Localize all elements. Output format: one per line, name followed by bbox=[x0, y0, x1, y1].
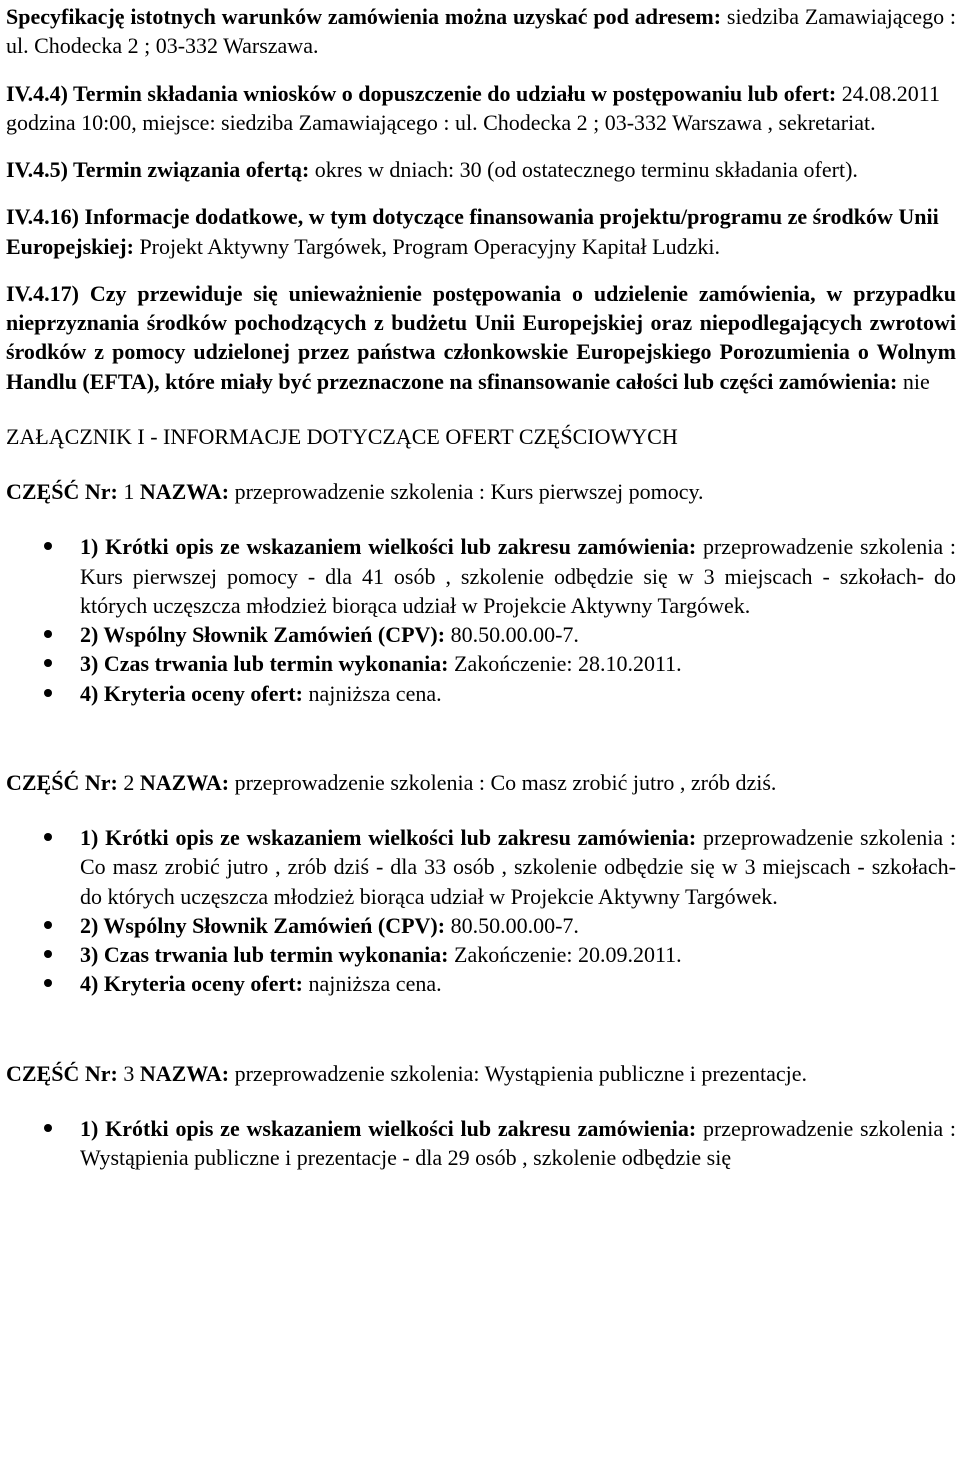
part-name-label: NAZWA: bbox=[139, 769, 230, 795]
list-item bbox=[80, 969, 956, 998]
item-value: Zakończenie: 20.09.2011. bbox=[454, 942, 682, 967]
bullet-icon bbox=[44, 833, 52, 841]
annex-title: ZAŁĄCZNIK I - INFORMACJE DOTYCZĄCE OFERT CZĘŚCIOWYCH bbox=[6, 423, 678, 449]
item-label: 2) Wspólny Słownik Zamówień (CPV): bbox=[80, 622, 446, 647]
part-nr-label: CZĘŚĆ Nr: bbox=[6, 479, 118, 504]
bullet-icon bbox=[44, 921, 52, 929]
intro-value: siedziba Zamawiającego : ul. Chodecka 2 ; 03-332 Warszawa. bbox=[6, 4, 957, 59]
section-iv-4-16 bbox=[6, 202, 956, 261]
item-label: 3) Czas trwania lub termin wykonania: bbox=[80, 651, 449, 677]
list-item bbox=[80, 679, 956, 708]
section-iv-4-17-value: nie bbox=[902, 368, 930, 394]
part-name: przeprowadzenie szkolenia: Wystąpienia publiczne i prezentacje. bbox=[234, 1060, 808, 1086]
item-label: 4) Kryteria oceny ofert: bbox=[80, 680, 303, 706]
list-item bbox=[80, 620, 956, 649]
item-value: najniższa cena. bbox=[308, 971, 442, 997]
bullet-icon bbox=[44, 630, 52, 638]
section-iv-4-5-value: okres w dniach: 30 (od ostatecznego terminu składania ofert). bbox=[314, 157, 858, 182]
item-label: 1) Krótki opis ze wskazaniem wielkości lub zakresu zamówienia: bbox=[80, 534, 697, 560]
part-nr: 2 bbox=[123, 769, 135, 795]
bullet-icon bbox=[44, 1124, 52, 1132]
list-item bbox=[80, 532, 956, 620]
part-1-heading bbox=[6, 477, 956, 506]
bullet-icon bbox=[44, 979, 52, 987]
intro-label: Specyfikację istotnych warunków zamówienia można uzyskać pod adresem: bbox=[6, 4, 722, 29]
list-item bbox=[80, 649, 956, 678]
section-iv-4-5-label: IV.4.5) Termin związania ofertą: bbox=[6, 157, 310, 182]
item-label: 1) Krótki opis ze wskazaniem wielkości lub zakresu zamówienia: bbox=[80, 1115, 697, 1141]
part-2-details bbox=[6, 823, 956, 999]
item-value: 80.50.00.00-7. bbox=[450, 912, 579, 938]
section-iv-4-4-label: IV.4.4) Termin składania wniosków o dopuszczenie do udziału w postępowaniu lub ofert: bbox=[6, 80, 837, 106]
part-name-label: NAZWA: bbox=[139, 479, 230, 504]
section-iv-4-5 bbox=[6, 155, 956, 184]
list-item bbox=[80, 911, 956, 940]
part-3-details bbox=[6, 1114, 956, 1173]
item-label: 1) Krótki opis ze wskazaniem wielkości lub zakresu zamówienia: bbox=[80, 825, 697, 850]
part-2-heading bbox=[6, 768, 956, 797]
item-label: 2) Wspólny Słownik Zamówień (CPV): bbox=[80, 912, 446, 938]
bullet-icon bbox=[44, 659, 52, 667]
part-nr: 3 bbox=[123, 1060, 135, 1086]
section-iv-4-17 bbox=[6, 279, 956, 396]
item-label: 3) Czas trwania lub termin wykonania: bbox=[80, 942, 449, 967]
item-value: najniższa cena. bbox=[308, 680, 442, 706]
section-iv-4-4-value: 24.08.2011 godzina 10:00, miejsce: siedziba Zamawiającego : ul. Chodecka 2 ; 03-332 Warszawa , sekretariat. bbox=[6, 80, 940, 135]
bullet-icon bbox=[44, 689, 52, 697]
part-nr: 1 bbox=[123, 479, 135, 504]
item-value: przeprowadzenie szkolenia : Co masz zrobić jutro , zrób dziś - dla 33 osób , szkolenie odbędzie się w 3 miejscach - szkołach- do których uczęszcza młodzież biorąca udział w Projekcie Aktywny Targówek. bbox=[80, 825, 956, 909]
list-item bbox=[80, 823, 956, 911]
list-item bbox=[80, 1114, 956, 1173]
item-value: 80.50.00.00-7. bbox=[450, 622, 579, 647]
part-name-label: NAZWA: bbox=[139, 1060, 230, 1086]
part-name: przeprowadzenie szkolenia : Co masz zrobić jutro , zrób dziś. bbox=[234, 769, 777, 795]
part-3-heading bbox=[6, 1059, 956, 1088]
bullet-icon bbox=[44, 542, 52, 550]
section-iv-4-17-label: IV.4.17) Czy przewiduje się unieważnienie postępowania o udzielenie zamówienia, w przypadku nieprzyznania środków pochodzących z budżetu Unii Europejskiej oraz niepodlegających zwrotowi środków z pomocy udzielonej przez państwa członkowskie Europejskiego Porozumienia o Wolnym Handlu (EFTA), które miały być przeznaczone na sfinansowanie całości lub części zamówienia: bbox=[6, 280, 956, 394]
section-iv-4-16-value: Projekt Aktywny Targówek, Program Operacyjny Kapitał Ludzki. bbox=[139, 233, 720, 259]
part-1-details bbox=[6, 532, 956, 708]
item-value: Zakończenie: 28.10.2011. bbox=[454, 651, 682, 677]
item-value: przeprowadzenie szkolenia : Wystąpienia publiczne i prezentacje - dla 29 osób , szkolenie odbędzie się bbox=[80, 1115, 956, 1170]
part-name: przeprowadzenie szkolenia : Kurs pierwszej pomocy. bbox=[234, 479, 704, 504]
section-iv-4-4 bbox=[6, 79, 956, 138]
item-label: 4) Kryteria oceny ofert: bbox=[80, 971, 303, 997]
bullet-icon bbox=[44, 950, 52, 958]
list-item bbox=[80, 940, 956, 969]
section-iv-4-16-label: IV.4.16) Informacje dodatkowe, w tym dotyczące finansowania projektu/programu ze środków Unii Europejskiej: bbox=[6, 204, 939, 259]
part-nr-label: CZĘŚĆ Nr: bbox=[6, 1060, 118, 1086]
part-nr-label: CZĘŚĆ Nr: bbox=[6, 769, 118, 795]
intro-paragraph bbox=[6, 2, 956, 61]
item-value: przeprowadzenie szkolenia : Kurs pierwszej pomocy - dla 41 osób , szkolenie odbędzie się w 3 miejscach - szkołach- do których uczęszcza młodzież biorąca udział w Projekcie Aktywny Targówek. bbox=[80, 534, 956, 618]
